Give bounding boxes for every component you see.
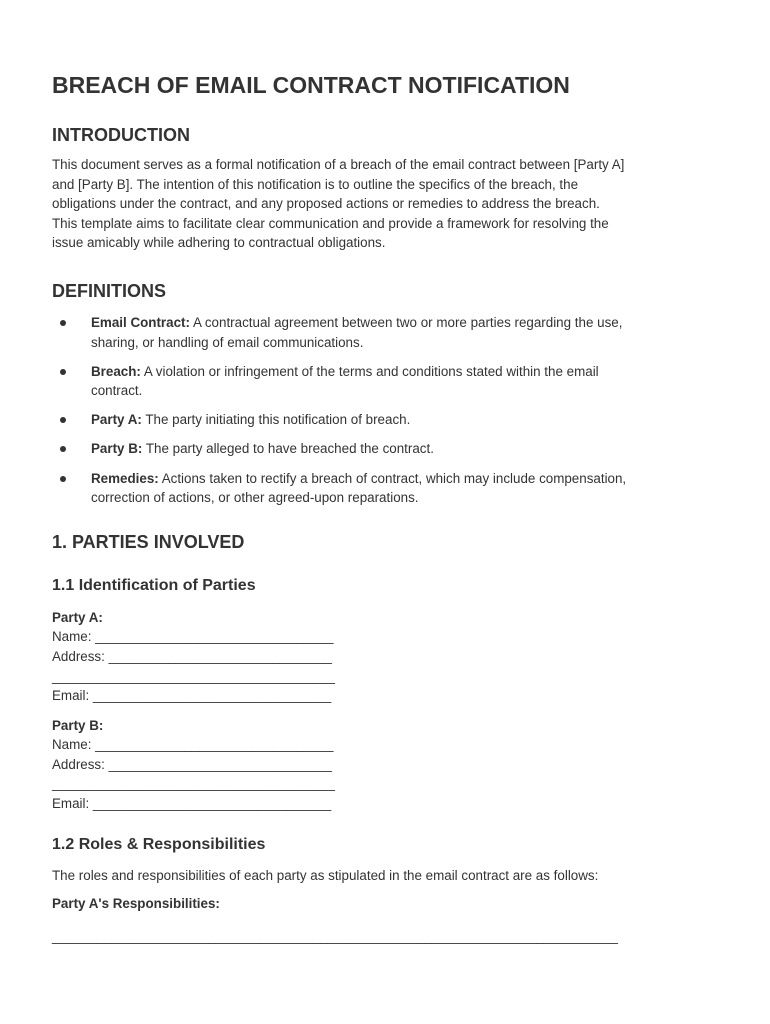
- bullet-icon: [60, 369, 66, 375]
- definition-text: correction of actions, or other agreed-upon reparations.: [91, 490, 419, 506]
- definition-term: Remedies:: [91, 470, 159, 486]
- definition-term: Email Contract:: [91, 314, 190, 330]
- definition-text: A violation or infringement of the terms and conditions stated within the email: [140, 363, 599, 379]
- party-a-responsibilities-label: Party A's Responsibilities:: [52, 896, 220, 912]
- bullet-icon: [60, 476, 66, 482]
- party-a-name-field[interactable]: Name: ________________________________: [52, 629, 334, 645]
- introduction-line: issue amicably while adhering to contractual obligations.: [52, 235, 386, 251]
- party-b-block: [52, 716, 718, 814]
- bullet-icon: [60, 446, 66, 452]
- definition-item: [52, 469, 718, 508]
- introduction-line: obligations under the contract, and any proposed actions or remedies to address the breach.: [52, 196, 600, 212]
- definition-term: Breach:: [91, 363, 141, 379]
- party-a-address-field[interactable]: Address: ______________________________: [52, 648, 332, 664]
- party-a-label: Party A:: [52, 609, 103, 625]
- party-a-email-field[interactable]: Email: ________________________________: [52, 688, 332, 704]
- introduction-line: This template aims to facilitate clear communication and provide a framework for resolving the: [52, 215, 609, 231]
- party-a-block: [52, 608, 718, 706]
- definitions-list: [52, 313, 718, 508]
- definition-term: Party B:: [91, 441, 143, 457]
- definition-text: Actions taken to rectify a breach of contract, which may include compensation,: [158, 470, 627, 486]
- definition-text: The party initiating this notification of breach.: [141, 412, 411, 428]
- definition-term: Party A:: [91, 412, 142, 428]
- definition-text: sharing, or handling of email communications.: [91, 334, 364, 350]
- party-a-responsibilities-field[interactable]: ____________________________________________________________________________: [52, 928, 618, 944]
- definition-item: [52, 362, 718, 401]
- bullet-icon: [60, 320, 66, 326]
- party-b-address-continued-field[interactable]: ______________________________________: [52, 776, 335, 792]
- introduction-heading: INTRODUCTION: [52, 125, 190, 145]
- party-b-name-field[interactable]: Name: ________________________________: [52, 737, 334, 753]
- introduction-line: This document serves as a formal notification of a breach of the email contract between [Party A]: [52, 157, 625, 172]
- introduction-line: and [Party B]. The intention of this notification is to outline the specifics of the breach, the: [52, 176, 579, 192]
- definition-item: [52, 410, 718, 430]
- party-b-label: Party B:: [52, 717, 104, 733]
- definition-text: contract.: [91, 383, 143, 399]
- bullet-icon: [60, 417, 66, 423]
- definition-item: [52, 439, 718, 459]
- roles-description: The roles and responsibilities of each party as stipulated in the email contract are as follows:: [52, 867, 599, 883]
- definitions-heading: DEFINITIONS: [52, 280, 167, 301]
- party-b-email-field[interactable]: Email: ________________________________: [52, 796, 332, 812]
- introduction-paragraph: [52, 155, 718, 253]
- definition-text: The party alleged to have breached the contract.: [142, 441, 434, 457]
- party-b-address-field[interactable]: Address: ______________________________: [52, 756, 332, 772]
- definition-text: A contractual agreement between two or more parties regarding the use,: [189, 314, 623, 330]
- definition-item: [52, 313, 718, 352]
- identification-heading: 1.1 Identification of Parties: [52, 576, 256, 594]
- parties-heading: 1. PARTIES INVOLVED: [52, 531, 245, 552]
- roles-heading: 1.2 Roles & Responsibilities: [52, 835, 266, 853]
- document-title: BREACH OF EMAIL CONTRACT NOTIFICATION: [52, 72, 570, 98]
- party-a-address-continued-field[interactable]: ______________________________________: [52, 668, 335, 684]
